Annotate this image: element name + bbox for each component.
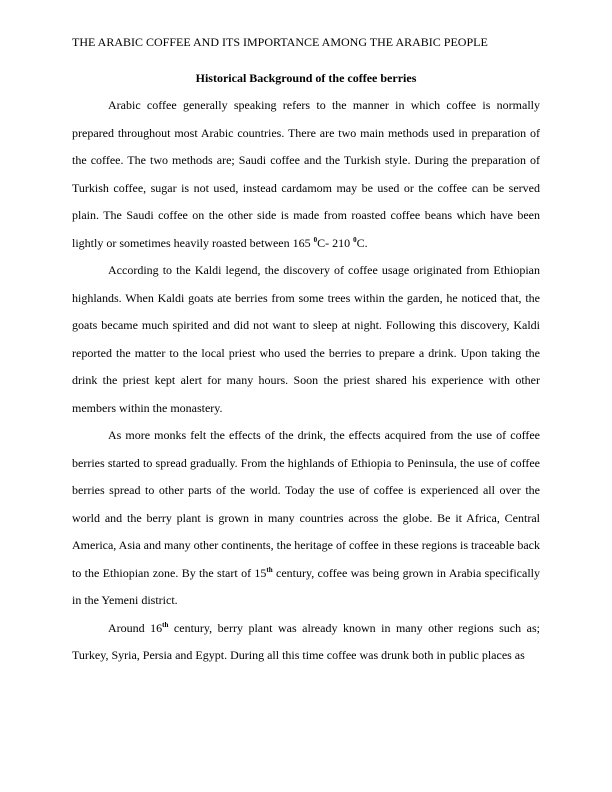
paragraph-text: Arabic coffee generally speaking refers to the manner in which coffee is normally prepared throughout most Arabic countries. There are two main methods used in preparation of the coffee. The two methods are; Saudi coffee and the Turkish style. During the preparation of Turkish coffee, sugar is not used, instead cardamom may be used or the coffee can be served plain. The Saudi coffee on the other side is made from roasted coffee beans which have been lightly or sometimes heavily roasted between 165 (72, 98, 540, 250)
document-body (72, 92, 540, 670)
paragraph-spread-of-coffee (72, 422, 540, 615)
paragraph-text: Around 16 (108, 620, 163, 635)
paragraph-text: C- 210 (317, 235, 354, 250)
paragraph-text: As more monks felt the effects of the drink, the effects acquired from the use of coffee berries started to spread gradually. From the highlands of Ethiopia to Peninsula, the use of coffee berries spread to other parts of the world. Today the use of coffee is experienced all over the world and the berry plant is grown in many countries across the globe. Be it Africa, Central America, Asia and many other continents, the heritage of coffee in these regions is traceable back to the Ethiopian zone. By the start of 15 (72, 428, 540, 580)
paragraph-16th-century (72, 615, 540, 670)
degree-superscript: 0 (313, 235, 318, 244)
paragraph-saudi-turkish-coffee (72, 92, 540, 257)
paragraph-text: century, berry plant was already known in many other regions such as; Turkey, Syria, Persia and Egypt. During all this time coffee was drunk both in public places as (72, 620, 540, 662)
paragraph-text: C. (356, 235, 368, 250)
degree-superscript: 0 (353, 235, 357, 244)
ordinal-superscript: th (266, 565, 273, 574)
ordinal-superscript: th (162, 620, 169, 629)
running-head: THE ARABIC COFFEE AND ITS IMPORTANCE AMONG THE ARABIC PEOPLE (72, 35, 488, 49)
section-title: Historical Background of the coffee berries (195, 71, 417, 85)
paragraph-text: century, coffee was being grown in Arabia specifically in the Yemeni district. (72, 565, 540, 607)
paragraph-kaldi-legend: According to the Kaldi legend, the discovery of coffee usage originated from Ethiopian highlands. When Kaldi goats ate berries from some trees within the garden, he noticed that, the goats became much spirited and did not want to sleep at night. Following this discovery, Kaldi reported the matter to the local priest who used the berries to prepare a drink. Upon taking the drink the priest kept alert for many hours. Soon the priest shared his experience with other members within the monastery. (72, 263, 540, 415)
